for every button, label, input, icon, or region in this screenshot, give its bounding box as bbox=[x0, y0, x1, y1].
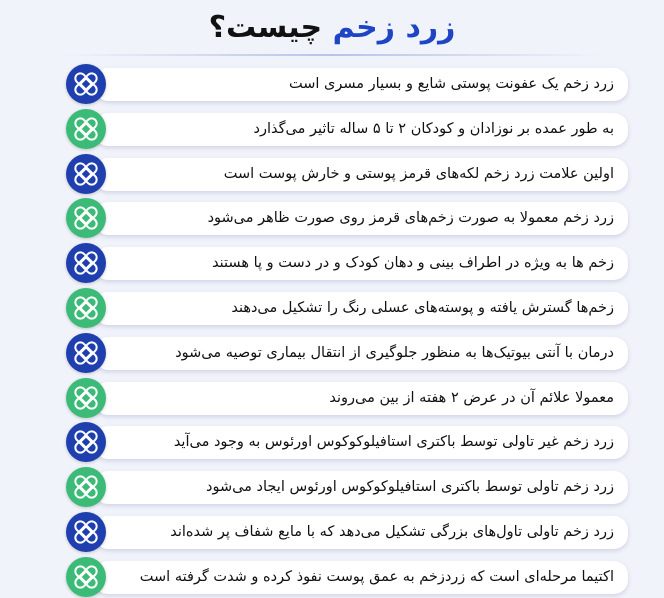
bandage-icon bbox=[66, 154, 106, 194]
title-divider bbox=[60, 54, 604, 56]
list-item bbox=[66, 198, 628, 238]
page-title bbox=[0, 6, 664, 50]
item-text-pill bbox=[94, 426, 628, 459]
item-text: اکتیما مرحله‌ای است که زردزخم به عمق پوست نفوذ کرده و شدت گرفته است bbox=[139, 568, 614, 585]
item-text: زخم‌ها گسترش یافته و پوسته‌های عسلی رنگ را تشکیل می‌دهند bbox=[231, 300, 614, 316]
item-text-pill bbox=[94, 202, 628, 235]
item-text: زخم ها به ویژه در اطراف بینی و دهان کودک و در دست و پا هستند bbox=[212, 255, 614, 272]
item-text: زرد زخم غیر تاولی توسط باکتری استافیلوکوکوس اورئوس به وجود می‌آید bbox=[173, 434, 614, 451]
bandage-icon bbox=[66, 288, 106, 328]
item-text-pill bbox=[94, 516, 628, 549]
item-text-pill bbox=[94, 561, 628, 594]
item-text-pill bbox=[94, 68, 628, 101]
item-text-pill bbox=[94, 382, 628, 415]
list-item bbox=[66, 64, 628, 104]
bandage-icon bbox=[66, 109, 106, 149]
bandage-icon bbox=[66, 467, 106, 507]
item-text-pill bbox=[94, 292, 628, 325]
title-highlight: زرد زخم bbox=[332, 10, 456, 45]
list-item bbox=[66, 422, 628, 462]
item-text: معمولا علائم آن در عرض ۲ هفته از بین می‌روند bbox=[329, 389, 614, 406]
item-text: زرد زخم تاولی تاول‌های بزرگی تشکیل می‌دهد که با مایع شفاف پر شده‌اند bbox=[170, 524, 614, 540]
list-item bbox=[66, 154, 628, 194]
list-item bbox=[66, 512, 628, 552]
list-item bbox=[66, 378, 628, 418]
bandage-icon bbox=[66, 512, 106, 552]
title-rest: چیست؟ bbox=[208, 10, 333, 45]
item-text-pill bbox=[94, 247, 628, 280]
item-text: زرد زخم معمولا به صورت زخم‌های قرمز روی صورت ظاهر می‌شود bbox=[207, 210, 614, 227]
item-text: زرد زخم یک عفونت پوستی شایع و بسیار مسری است bbox=[288, 76, 614, 92]
item-text-pill bbox=[94, 471, 628, 504]
item-text-pill bbox=[94, 158, 628, 191]
list-item bbox=[66, 243, 628, 283]
list-item bbox=[66, 557, 628, 597]
bandage-icon bbox=[66, 333, 106, 373]
item-text: درمان با آنتی بیوتیک‌ها به منظور جلوگیری از انتقال بیماری توصیه می‌شود bbox=[175, 344, 614, 361]
bandage-icon bbox=[66, 378, 106, 418]
item-text-pill bbox=[94, 337, 628, 370]
bandage-icon bbox=[66, 557, 106, 597]
list-item bbox=[66, 333, 628, 373]
bandage-icon bbox=[66, 64, 106, 104]
item-text: به طور عمده بر نوزادان و کودکان ۲ تا ۵ ساله تاثیر می‌گذارد bbox=[253, 120, 614, 137]
bandage-icon bbox=[66, 243, 106, 283]
list-item bbox=[66, 288, 628, 328]
item-text: زرد زخم تاولی توسط باکتری استافیلوکوکوس اورئوس ایجاد می‌شود bbox=[206, 479, 614, 496]
list-item bbox=[66, 109, 628, 149]
item-text: اولین علامت زرد زخم لکه‌های قرمز پوستی و خارش پوست است bbox=[223, 165, 614, 182]
list-item bbox=[66, 467, 628, 507]
item-text-pill bbox=[94, 113, 628, 146]
